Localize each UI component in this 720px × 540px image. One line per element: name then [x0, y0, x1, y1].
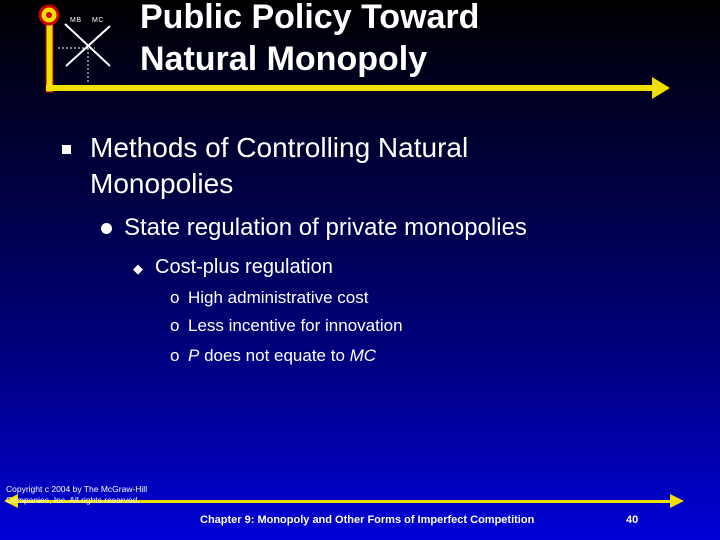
title-rule [46, 85, 656, 91]
chapter-title: Chapter 9: Monopoly and Other Forms of Imperfect Competition [200, 514, 535, 526]
bullet-level-3-text: Cost-plus regulation [155, 256, 333, 278]
sub-item-text: Less incentive for innovation [188, 316, 403, 335]
logo-label-mc: MC [92, 17, 104, 24]
sub-item [170, 315, 403, 337]
slide-title-line-1: Public Policy Toward [140, 0, 480, 36]
page-number: 40 [626, 514, 639, 526]
footer-right-arrow-icon [670, 494, 684, 508]
title-rule-arrow-icon [652, 77, 670, 99]
sub-item [170, 345, 376, 367]
o-bullet-icon: o [170, 288, 180, 307]
slide-title-line-2: Natural Monopoly [140, 40, 428, 78]
round-bullet-icon [101, 223, 112, 234]
price-symbol: P [188, 346, 200, 365]
sub-item-text: does not equate to [199, 346, 350, 365]
diamond-bullet-icon: ◆ [133, 261, 143, 276]
mc-symbol: MC [349, 346, 377, 365]
o-bullet-icon: o [170, 346, 180, 365]
bullet-level-1-line-2: Monopolies [90, 168, 234, 199]
bullet-level-1-text [90, 130, 468, 202]
o-bullet-icon: o [170, 316, 180, 335]
copyright-line-1: Copyright c 2004 by The McGraw-Hill [6, 484, 148, 494]
sub-item-text: High administrative cost [188, 288, 369, 307]
bullet-level-1-line-1: Methods of Controlling Natural [90, 132, 469, 163]
logo-label-mb: MB [70, 17, 82, 24]
copyright-line-2: Companies, Inc. All rights reserved. [6, 495, 140, 505]
logo-vertical-axis [46, 14, 53, 92]
square-bullet-icon [62, 145, 71, 154]
bullet-level-2-text: State regulation of private monopolies [124, 214, 527, 241]
copyright-notice [6, 484, 147, 506]
sub-item [170, 287, 368, 309]
